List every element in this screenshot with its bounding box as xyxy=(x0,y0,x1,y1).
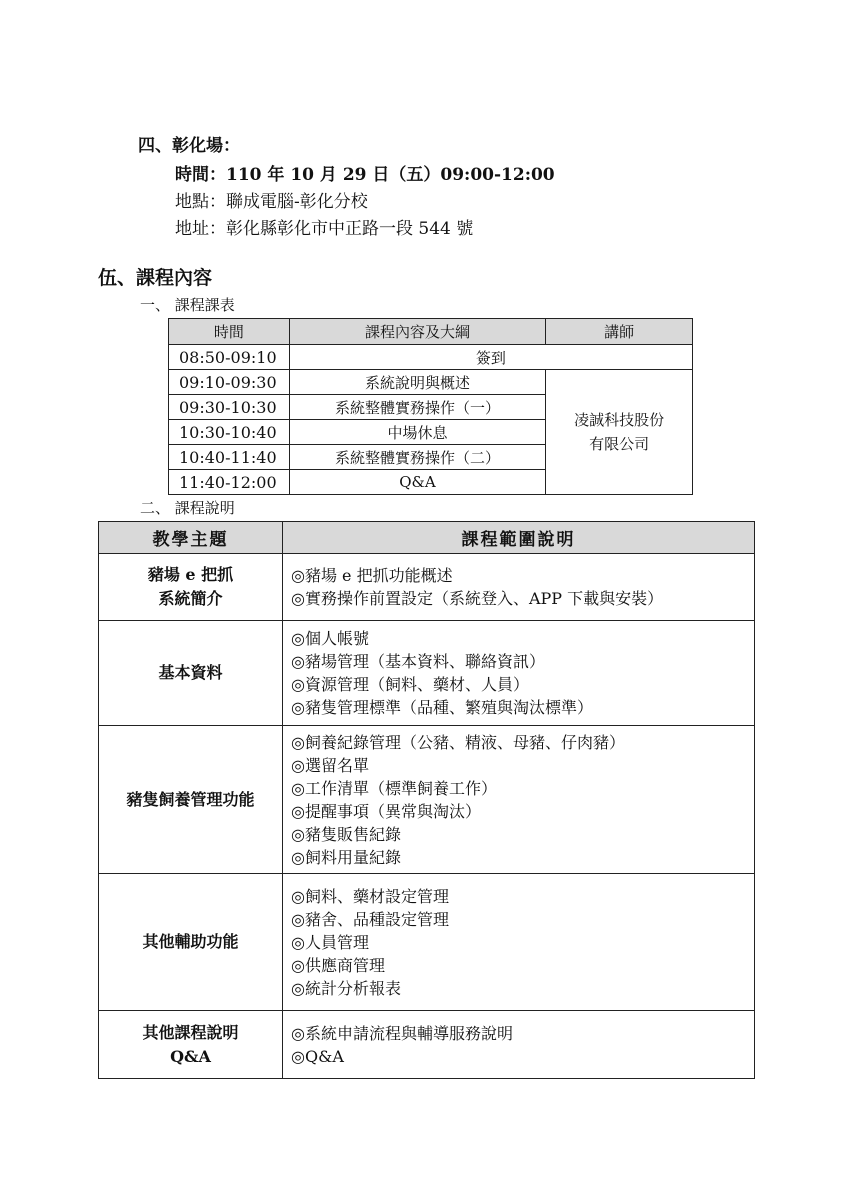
description-header-topic: 教學主題 xyxy=(99,522,283,554)
description-header-scope: 課程範圍說明 xyxy=(283,522,755,554)
topic-cell xyxy=(99,1011,283,1079)
schedule-instructor xyxy=(546,370,693,495)
instructor-line: 有限公司 xyxy=(589,435,650,453)
topic-line: 其他課程說明 xyxy=(142,1022,239,1042)
venue-place: 地點：聯成電腦-彰化分校 xyxy=(175,192,368,212)
table-row xyxy=(169,370,693,395)
venue-heading: 四、彰化場： xyxy=(138,136,240,156)
list-item: ◎豬隻管理標準（品種、繁殖與淘汰標準） xyxy=(291,698,593,717)
items-cell xyxy=(283,726,755,874)
list-item: ◎個人帳號 xyxy=(291,629,369,648)
description-header-row xyxy=(99,522,755,554)
topic-line: 基本資料 xyxy=(158,663,223,682)
schedule-time: 10:30-10:40 xyxy=(169,420,290,445)
topic-line: 豬場 e 把抓 xyxy=(147,565,234,584)
items-cell xyxy=(283,554,755,621)
list-item: ◎系統申請流程與輔導服務說明 xyxy=(291,1023,513,1043)
venue-address: 地址：彰化縣彰化市中正路一段 544 號 xyxy=(175,219,474,239)
schedule-table xyxy=(168,318,693,495)
list-item: ◎豬舍、品種設定管理 xyxy=(291,909,449,929)
schedule-time: 10:40-11:40 xyxy=(169,445,290,470)
schedule-header-instructor: 講師 xyxy=(546,319,693,345)
table-row xyxy=(99,874,755,1011)
schedule-content: 系統整體實務操作（一） xyxy=(289,395,545,420)
section-heading: 伍、課程內容 xyxy=(98,267,213,289)
list-item: ◎豬隻販售紀錄 xyxy=(291,824,401,844)
list-item: ◎提醒事項（異常與淘汰） xyxy=(291,801,481,821)
list-item: ◎豬場管理（基本資料、聯絡資訊） xyxy=(291,652,545,671)
topic-line: 豬隻飼養管理功能 xyxy=(126,789,255,809)
schedule-time: 09:10-09:30 xyxy=(169,370,290,395)
table-row xyxy=(169,345,693,370)
venue-time: 時間：110 年 10 月 29 日（五）09:00-12:00 xyxy=(175,165,555,185)
schedule-content: 系統整體實務操作（二） xyxy=(289,445,545,470)
topic-cell xyxy=(99,554,283,621)
course-description-table xyxy=(98,521,755,1079)
topic-cell xyxy=(99,726,283,874)
list-item: ◎實務操作前置設定（系統登入、APP 下載與安裝） xyxy=(291,589,664,608)
list-item: ◎豬場 e 把抓功能概述 xyxy=(291,566,453,585)
list-item: ◎人員管理 xyxy=(291,932,369,952)
schedule-header-content: 課程內容及大綱 xyxy=(289,319,545,345)
schedule-header-row xyxy=(169,319,693,345)
list-item: ◎選留名單 xyxy=(291,755,369,775)
list-item: ◎飼料用量紀錄 xyxy=(291,847,401,867)
schedule-header-time: 時間 xyxy=(169,319,290,345)
table-row xyxy=(99,621,755,726)
list-item: ◎供應商管理 xyxy=(291,955,385,975)
topic-cell xyxy=(99,874,283,1011)
instructor-line: 凌誠科技股份 xyxy=(574,411,665,429)
schedule-content: 簽到 xyxy=(289,345,692,370)
subsection-description-heading: 二、 課程說明 xyxy=(140,499,235,517)
topic-line: 其他輔助功能 xyxy=(142,932,239,951)
schedule-time: 09:30-10:30 xyxy=(169,395,290,420)
list-item: ◎統計分析報表 xyxy=(291,978,401,998)
topic-line: 系統簡介 xyxy=(158,589,223,608)
table-row xyxy=(99,554,755,621)
list-item: ◎飼料、藥材設定管理 xyxy=(291,886,449,906)
topic-cell xyxy=(99,621,283,726)
list-item: ◎工作清單（標準飼養工作） xyxy=(291,778,497,798)
schedule-content: Q&A xyxy=(289,470,545,495)
items-cell xyxy=(283,621,755,726)
list-item: ◎Q&A xyxy=(291,1046,344,1066)
table-row xyxy=(99,726,755,874)
schedule-time: 11:40-12:00 xyxy=(169,470,290,495)
list-item: ◎資源管理（飼料、藥材、人員） xyxy=(291,675,529,694)
items-cell xyxy=(283,1011,755,1079)
schedule-content: 中場休息 xyxy=(289,420,545,445)
schedule-content: 系統說明與概述 xyxy=(289,370,545,395)
schedule-time: 08:50-09:10 xyxy=(169,345,290,370)
table-row xyxy=(99,1011,755,1079)
topic-line: Q&A xyxy=(170,1046,211,1066)
items-cell xyxy=(283,874,755,1011)
subsection-schedule-heading: 一、 課程課表 xyxy=(140,296,235,314)
list-item: ◎飼養紀錄管理（公豬、精液、母豬、仔肉豬） xyxy=(291,732,625,752)
